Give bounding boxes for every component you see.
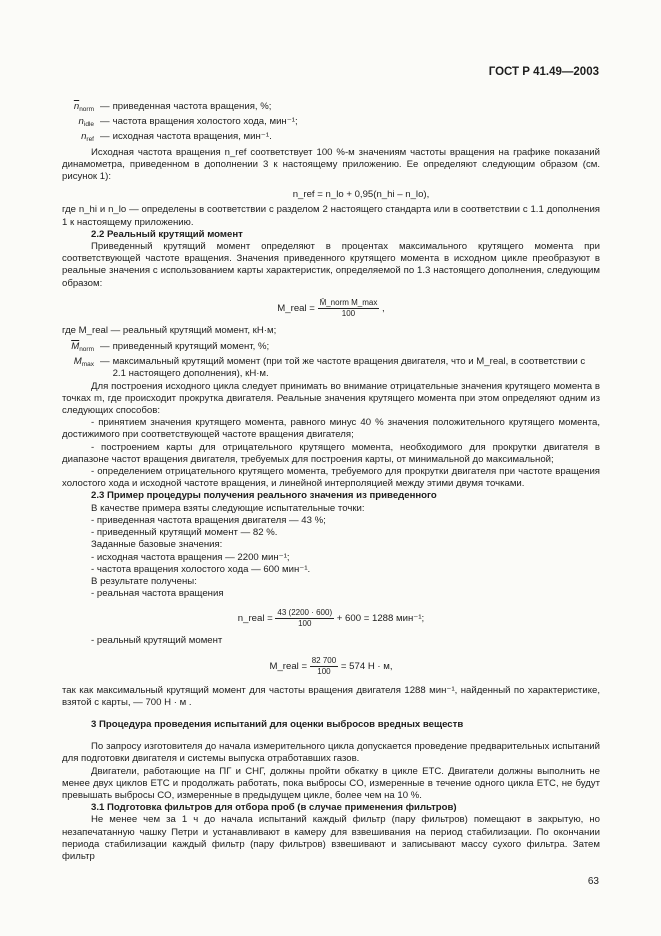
def-text: приведенная частота вращения, %; xyxy=(112,101,272,112)
text-line: - частота вращения холостого хода — 600 мин⁻¹. xyxy=(91,563,311,575)
standard-header: ГОСТ Р 41.49—2003 xyxy=(488,66,599,78)
paragraph: Не менее чем за 1 ч до начала испытаний каждый фильтр (пару фильтров) помещают в закрытую, но незапечатанную чашку Петри и устанавливают в камеру для взвешивания на период стабилизации. По окончании периода стабилизации каждый фильтр (пару фильтров) взвешивают и записывают массу сухого фильтра. Затем фильтр xyxy=(62,814,600,862)
text-line: - реальный крутящий момент xyxy=(91,635,223,647)
list-item: - определением отрицательного крутящего момента, требуемого для прокрутки двигателя при частоте вращения холостого хода и исходной частоте вращения, и линейной интерполяцией между этими двумя точками. xyxy=(62,466,600,490)
formula-tail: , xyxy=(382,302,385,314)
def-row: $n_{ref}$ — исходная частота вращения, мин⁻¹. xyxy=(81,131,272,144)
paragraph: так как максимальный крутящий момент для частоты вращения двигателя 1288 мин⁻¹, найденный по характеристике, взятой с карты, — 700 Н · м . xyxy=(62,684,600,708)
section-heading: 2.3 Пример процедуры получения реального значения из приведенного xyxy=(91,490,437,502)
fraction xyxy=(275,608,334,629)
fraction xyxy=(318,298,380,319)
fraction-numerator: 43 (2200 · 600) xyxy=(277,608,333,618)
def-text: максимальный крутящий момент (при той же частоте вращения двигателя, что и M_real, в соответствии с 2.1 настоящего дополнения), кН·м. xyxy=(112,356,586,380)
text-line: - приведенный крутящий момент — 82 %. xyxy=(91,527,278,539)
formula-lhs: n_real = xyxy=(237,613,273,625)
text-line: - исходная частота вращения — 2200 мин⁻¹; xyxy=(91,551,290,563)
page-number: 63 xyxy=(587,876,599,887)
paragraph: Двигатели, работающие на ПГ и СНГ, должны пройти обкатку в цикле ETC. Двигатели должны выполнить не менее двух циклов ETC и продолжать работать, пока выбросы CO, измеренные в течение одного цикла ETC, не будут превышать выбросы CO, измеренные в предыдущем цикле, более чем на 10 %. xyxy=(62,765,600,801)
formula-lhs: M_real = xyxy=(269,660,308,672)
def-row: $\overline{M}_{norm}$ — приведенный крутящий момент, %; xyxy=(71,341,270,354)
def-row: $n_{idle}$ — частота вращения холостого хода, мин⁻¹; xyxy=(78,116,298,129)
section-heading: 2.2 Реальный крутящий момент xyxy=(91,228,243,240)
def-text: приведенный крутящий момент, %; xyxy=(112,341,270,353)
text-line: - реальная частота вращения xyxy=(91,588,224,600)
list-item: - построением карты для отрицательного крутящего момента, необходимого для прокрутки двигателя в диапазоне частот вращения двигателя, требуемых для построения карты, от минимальной до максимальной; xyxy=(62,441,600,465)
paragraph: Для построения исходного цикла следует принимать во внимание отрицательные значения крутящего момента в точках m, где происходит прокрутка двигателя. Реальные значения крутящего момента при этом определяют одним из следующих способов: xyxy=(62,380,600,417)
def-text: частота вращения холостого хода, мин⁻¹; xyxy=(112,116,298,128)
section-heading: 3.1 Подготовка фильтров для отбора проб (в случае применения фильтров) xyxy=(91,802,457,814)
fraction xyxy=(310,656,338,677)
formula-mreal xyxy=(62,298,600,319)
text-line: В результате получены: xyxy=(91,575,197,587)
section-heading: 3 Процедура проведения испытаний для оценки выбросов вредных веществ xyxy=(91,718,464,730)
paragraph: где M_real — реальный крутящий момент, кН·м; xyxy=(62,324,277,336)
def-row: $M_{max}$ — максимальный крутящий момент (при той же частоте вращения двигателя, что и M_real, в соответствии с 2.1 настоящего дополнения), кН·м. xyxy=(62,356,600,380)
fraction-denominator: 100 xyxy=(298,619,312,629)
fraction-numerator: 82 700 xyxy=(311,655,337,665)
paragraph: Приведенный крутящий момент определяют в процентах максимального крутящего момента при соответствующей частоте вращения. Значения приведенного крутящего момента в исходном цикле преобразуют в реальные значения с использованием карты характеристик, определяемой по 1.3 настоящего дополнения, следующим образом: xyxy=(62,241,600,289)
def-text: исходная частота вращения, мин⁻¹. xyxy=(112,131,272,143)
text-line: В качестве примера взяты следующие испытательные точки: xyxy=(91,502,365,514)
formula-mreal-example xyxy=(62,656,600,677)
body-text xyxy=(62,101,600,863)
text-line: - приведенная частота вращения двигателя — 43 %; xyxy=(91,514,326,526)
paragraph: Исходная частота вращения n_ref соответствует 100 %-м значениям частоты вращения на графике показаний динамометра, приведенном в дополнении 3 к настоящему приложению. Ее определяют следующим образом (см. рисунок 1): xyxy=(62,146,600,183)
paragraph: По запросу изготовителя до начала измерительного цикла допускается проведение предварительных испытаний для подготовки двигателя и системы выпуска отработавших газов. xyxy=(62,741,600,765)
text-line: Заданные базовые значения: xyxy=(91,539,223,551)
definitions-m xyxy=(62,341,600,381)
formula-tail: + 600 = 1288 мин⁻¹; xyxy=(336,613,425,625)
paragraph: где n_hi и n_lo — определены в соответствии с разделом 2 настоящего стандарта или в соответствии с 1.1 дополнения 1 к настоящему приложению. xyxy=(62,204,600,228)
formula-lhs: M_real = xyxy=(277,302,315,314)
fraction-numerator: M̄_norm M_max xyxy=(319,297,378,307)
fraction-denominator: 100 xyxy=(341,308,356,318)
formula-nref: n_ref = n_lo + 0,95(n_hi – n_lo), xyxy=(292,189,430,201)
fraction-denominator: 100 xyxy=(317,666,331,676)
def-row: $\overline{n}_{norm}$ — приведенная частота вращения, %; xyxy=(73,101,272,113)
formula-tail: = 574 Н · м, xyxy=(340,660,393,672)
definitions-n xyxy=(62,101,600,147)
list-item: - принятием значения крутящего момента, равного минус 40 % значения положительного крутящего момента, достижимого при соответствующей частоте вращения двигателя; xyxy=(62,417,600,441)
formula-nreal xyxy=(62,608,600,629)
